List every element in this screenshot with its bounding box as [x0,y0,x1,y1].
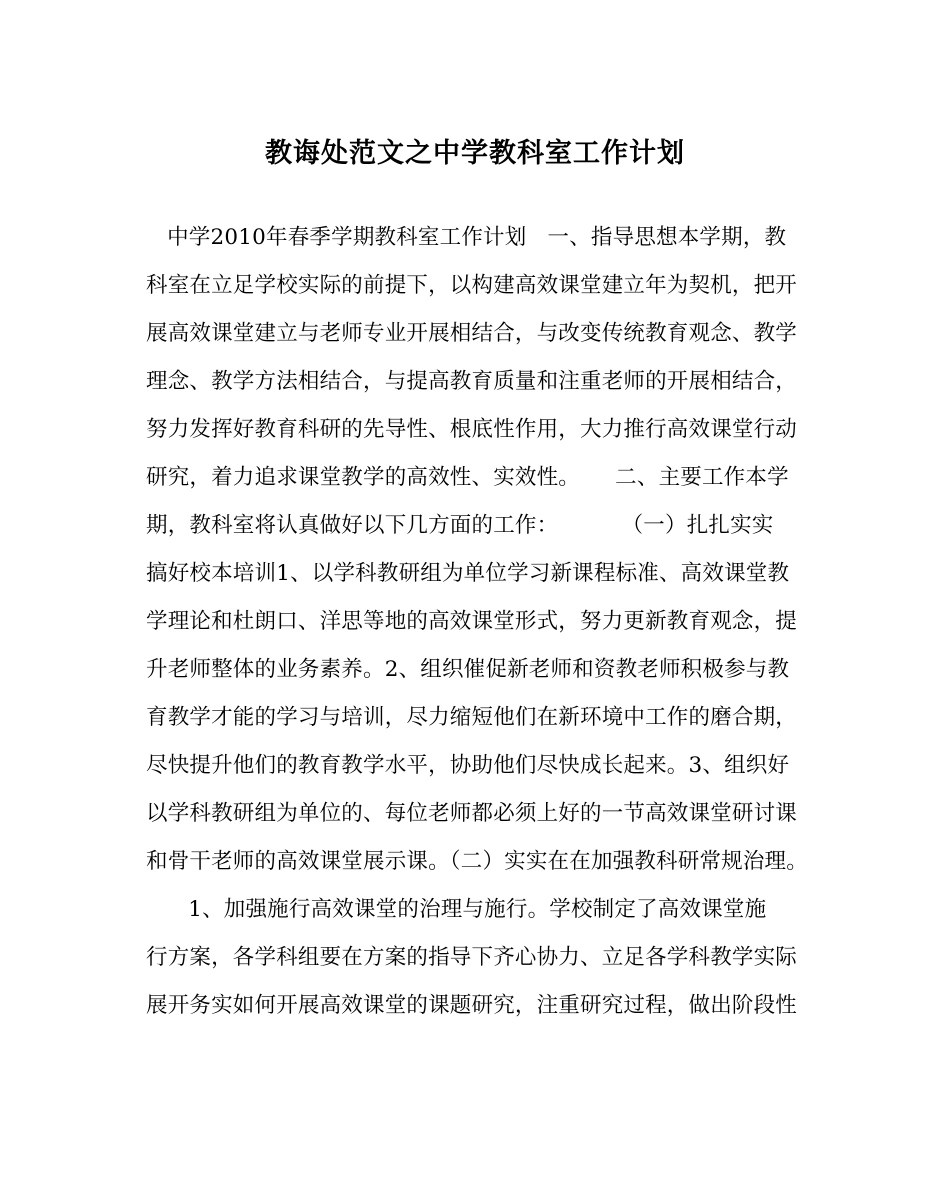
body-line: 展高效课堂建立与老师专业开展相结合，与改变传统教育观念、教学 [146,321,798,346]
body-line: 升老师整体的业务素养。2、组织催促新老师和资教老师积极参与教 [146,657,790,682]
body-line: 学理论和杜朗口、洋思等地的高效课堂形式，努力更新教育观念，提 [146,609,798,634]
body-line: 展开务实如何开展高效课堂的课题研究，注重研究过程，做出阶段性 [146,993,798,1018]
body-line: 1、加强施行高效课堂的治理与施行。学校制定了高效课堂施 [146,897,767,922]
body-line: 研究，着力追求课堂教学的高效性、实效性。 二、主要工作本学 [146,465,789,490]
body-line: 和骨干老师的高效课堂展示课。（二）实实在在加强教科研常规治理。 [146,849,808,874]
body-line: 行方案，各学科组要在方案的指导下齐心协力、立足各学科教学实际 [146,945,798,970]
body-line: 理念、教学方法相结合，与提高教育质量和注重老师的开展相结合， [146,369,798,394]
document-title: 教诲处范文之中学教科室工作计划 [265,138,685,169]
body-line: 科室在立足学校实际的前提下，以构建高效课堂建立年为契机，把开 [146,273,798,298]
body-line: 育教学才能的学习与培训，尽力缩短他们在新环境中工作的磨合期， [146,705,798,730]
body-line: 以学科教研组为单位的、每位老师都必须上好的一节高效课堂研讨课 [146,801,798,826]
body-line: 搞好校本培训1、以学科教研组为单位学习新课程标准、高效课堂教 [146,561,790,586]
body-line: 努力发挥好教育科研的先导性、根底性作用，大力推行高效课堂行动 [146,417,798,442]
body-line: 尽快提升他们的教育教学水平，协助他们尽快成长起来。3、组织好 [146,753,790,778]
document-body [146,220,826,1036]
body-line: 中学2010年春季学期教科室工作计划 一、指导思想本学期，教 [146,225,787,250]
body-line: 期，教科室将认真做好以下几方面的工作： （一）扎扎实实 [146,513,774,538]
